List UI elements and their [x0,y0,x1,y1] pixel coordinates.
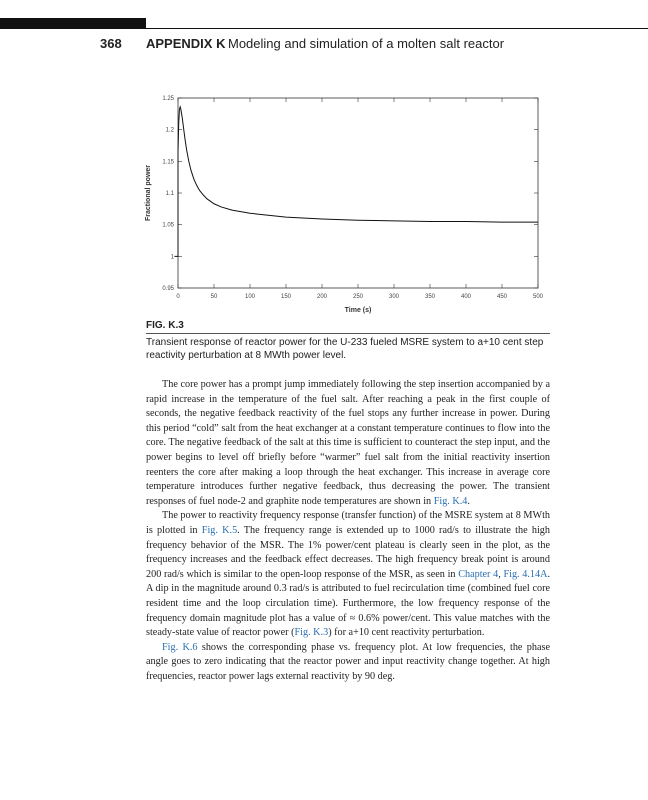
paragraph-text: shows the corresponding phase vs. frequency plot. At low frequencies, the phase angle goes to zero indicating that the reactor power and input reactivity change together. At high frequencies, reactor power lags external reactivity by 90 deg. [146,641,550,682]
y-tick-label: 1.25 [162,96,174,102]
header-rule [146,28,648,29]
appendix-title: Modeling and simulation of a molten salt reactor [228,36,505,51]
y-tick-label: 1.15 [162,159,174,166]
figure-link-k5[interactable]: Fig. K.5 [201,524,238,536]
paragraph-text: The power to reactivity frequency response (transfer function) of the MSRE system at 8 MWth is plotted in [146,510,550,536]
x-tick-label: 350 [424,294,436,300]
figure-label: FIG. K.3 [146,320,184,331]
y-tick-label: 1.05 [162,222,174,229]
paragraph-text: , [498,568,504,580]
chapter-link-4[interactable]: Chapter 4 [458,568,499,580]
x-tick-label: 400 [460,294,472,300]
power-chart [138,90,558,318]
figure-link-4-14a[interactable]: Fig. 4.14A [503,568,548,580]
y-tick-label: 1 [170,254,174,261]
x-tick-label: 250 [352,294,364,300]
y-tick-label: 1.1 [165,191,174,197]
plot-area [178,98,538,288]
x-tick-label: 0 [176,294,180,300]
page-number: 368 [100,36,122,51]
figure-link-k6[interactable]: Fig. K.6 [162,641,198,653]
paragraph-text: . The frequency range is extended up to 1000 rad/s to illustrate the high frequency behavior of the MSR. The 1% power/cent plateau is clearly seen in the plot, as the frequency increases and the feedback effect decreases. The high frequency break point is around 200 rad/s which is similar to the open-loop response of the MSR, as seen in [146,524,550,580]
appendix-tag: APPENDIX K [146,36,226,51]
paragraph-1 [146,378,550,509]
y-tick-label: 0.95 [162,286,174,292]
y-tick-label: 1.2 [165,127,174,134]
x-tick-label: 300 [388,294,400,300]
y-axis-label: Fractional power [145,164,152,222]
x-axis-label: Time (s) [344,307,372,314]
header-bar [0,18,146,29]
figure-link-k3[interactable]: Fig. K.3 [294,627,329,639]
paragraph-2 [146,509,550,640]
x-tick-label: 150 [280,294,292,300]
paragraph-text: . [467,495,470,507]
paragraph-text: . A dip in the magnitude around 0.3 rad/s is attributed to fuel recirculation time (combined fuel core resident time and the loop circulation time). Furthermore, the low frequency response of the frequency domain magnitude plot has a value of ≈ 0.6% power/cent. This value matches with the steady-state value of reactor power ( [146,568,551,639]
x-tick-label: 50 [210,294,218,300]
figure-link-k4[interactable]: Fig. K.4 [433,495,468,507]
figure-k3 [138,90,558,318]
x-tick-label: 450 [496,294,508,300]
x-tick-label: 200 [316,294,328,300]
body-text [146,378,550,684]
caption-rule [146,333,550,334]
figure-caption: Transient response of reactor power for the U-233 fueled MSRE system to a+10 cent step reactivity perturbation at 8 MWth power level. [146,337,544,361]
x-tick-label: 100 [244,294,256,300]
paragraph-text: ) for a+10 cent reactivity perturbation. [328,627,485,639]
x-tick-label: 500 [532,294,544,300]
paragraph-3 [146,641,550,685]
paragraph-text: The core power has a prompt jump immediately following the step insertion accompanied by a rapid increase in the temperature of the fuel salt. After reaching a peak in the first couple of seconds, the negative feedback reactivity of the fuel stops any further increase in power. During this period “cold” salt from the heat exchanger at a constant temperature continues to flow into the core. The negative feedback of the salt at this time is sufficient to counteract the step input, and the power begins to level off briefly before “warmer” fuel salt from the initial reactivity insertion reenters the core after making a loop through the heat exchanger. This increase in average core temperature introduces further negative feedback, thus decreasing the power. The transient responses of fuel node-2 and graphite node temperatures are shown in [146,379,550,507]
